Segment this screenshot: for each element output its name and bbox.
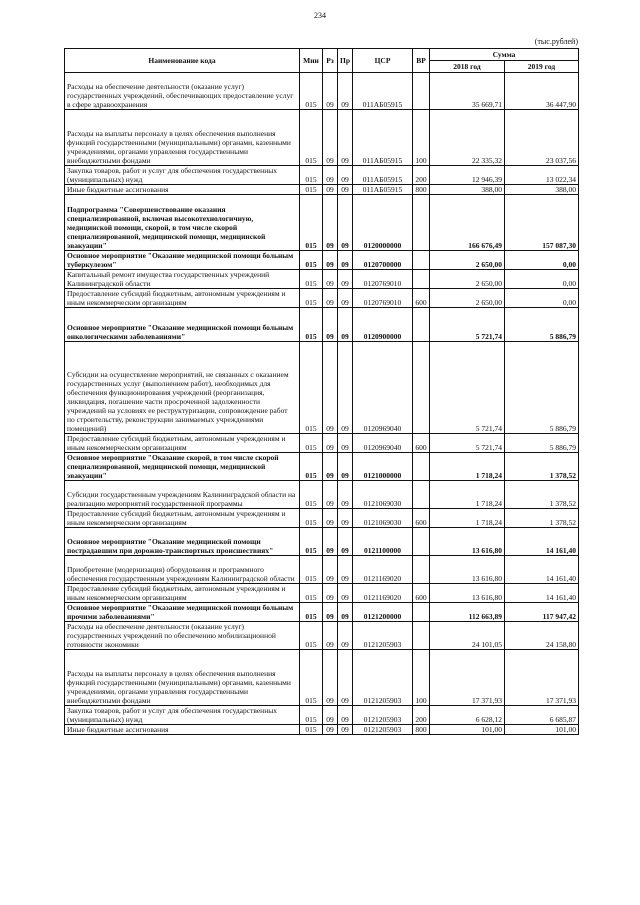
row-vr: 600 [413,584,430,603]
row-pr: 09 [338,650,353,706]
row-rz: 09 [323,110,338,166]
row-csr: 0121205903 [353,706,413,725]
row-sum-2018: 35 669,71 [430,73,505,110]
row-pr: 09 [338,73,353,110]
row-pr: 09 [338,725,353,735]
row-rz: 09 [323,453,338,481]
row-rz: 09 [323,706,338,725]
table-row [65,195,579,251]
row-sum-2019: 101,00 [505,725,579,735]
row-csr: 0120769010 [353,289,413,308]
budget-table [64,48,579,735]
row-rz: 09 [323,509,338,528]
table-row [65,584,579,603]
row-pr: 09 [338,289,353,308]
row-pr: 09 [338,453,353,481]
row-name: Основное мероприятие "Оказание медицинской помощи пострадавшим при дорожно-транспортных происшествиях" [65,528,300,556]
row-sum-2019: 13 022,34 [505,166,579,185]
table-row [65,481,579,509]
table-row [65,603,579,622]
row-sum-2018: 13 616,80 [430,528,505,556]
row-csr: 0120000000 [353,195,413,251]
row-rz: 09 [323,528,338,556]
row-csr: 0121200000 [353,603,413,622]
row-rz: 09 [323,251,338,270]
row-vr [413,342,430,434]
row-csr: 0120769010 [353,270,413,289]
row-min: 015 [300,270,323,289]
row-min: 015 [300,481,323,509]
row-rz: 09 [323,73,338,110]
row-vr [413,308,430,342]
row-name: Иные бюджетные ассигнования [65,185,300,195]
row-min: 015 [300,289,323,308]
row-csr: 0120969040 [353,434,413,453]
row-sum-2019: 14 161,40 [505,528,579,556]
row-sum-2018: 166 676,49 [430,195,505,251]
row-min: 015 [300,528,323,556]
row-csr: 0121069030 [353,509,413,528]
row-rz: 09 [323,270,338,289]
row-sum-2018: 388,00 [430,185,505,195]
row-name: Приобретение (модернизация) оборудования и программного обеспечения государственным учреждениям Калининградской области [65,556,300,584]
row-name: Основное мероприятие "Оказание медицинской помощи больным прочими заболеваниями" [65,603,300,622]
row-sum-2018: 6 628,12 [430,706,505,725]
table-row [65,622,579,650]
row-pr: 09 [338,251,353,270]
row-vr [413,622,430,650]
header-pr: Пр [338,49,353,73]
row-sum-2018: 1 718,24 [430,481,505,509]
row-name: Иные бюджетные ассигнования [65,725,300,735]
table-row [65,528,579,556]
table-row [65,434,579,453]
row-rz: 09 [323,434,338,453]
row-sum-2018: 12 946,39 [430,166,505,185]
row-name: Субсидии на осуществление мероприятий, не связанных с оказанием государственных услуг (выполнением работ), необходимых для обеспечения функционирования учреждений (реорганизация, ликвидация, погашение части просроченной задолженности учреждений на условиях ее реструктуризации, сопровождение работ по строительству, реконструкции занимаемых учреждениями помещений) [65,342,300,434]
row-min: 015 [300,622,323,650]
row-vr: 600 [413,434,430,453]
row-rz: 09 [323,481,338,509]
row-name: Субсидии государственным учреждениям Калининградской области на реализацию мероприятий государственной программы [65,481,300,509]
header-vr: ВР [413,49,430,73]
table-row [65,166,579,185]
row-min: 015 [300,603,323,622]
row-csr: 0120969040 [353,342,413,434]
row-min: 015 [300,650,323,706]
row-sum-2019: 5 886,79 [505,342,579,434]
row-min: 015 [300,110,323,166]
row-vr: 600 [413,509,430,528]
row-pr: 09 [338,556,353,584]
row-name: Расходы на выплаты персоналу в целях обеспечения выполнения функций государственными (муниципальными) органами, казенными учреждениями, органами управления государственными внебюджетными фондами [65,650,300,706]
row-vr: 800 [413,725,430,735]
header-year-2019: 2019 год [505,61,579,73]
row-rz: 09 [323,195,338,251]
table-row [65,453,579,481]
row-min: 015 [300,308,323,342]
row-csr: 0121169020 [353,556,413,584]
table-row [65,556,579,584]
row-sum-2018: 1 718,24 [430,509,505,528]
header-rz: Рз [323,49,338,73]
row-vr [413,453,430,481]
row-vr [413,603,430,622]
row-csr: 0121205903 [353,622,413,650]
row-rz: 09 [323,185,338,195]
row-csr: 0120700000 [353,251,413,270]
row-min: 015 [300,166,323,185]
row-pr: 09 [338,185,353,195]
header-min: Мин [300,49,323,73]
row-sum-2018: 2 650,00 [430,289,505,308]
row-sum-2019: 157 087,30 [505,195,579,251]
table-row [65,270,579,289]
row-pr: 09 [338,603,353,622]
row-sum-2019: 388,00 [505,185,579,195]
row-sum-2019: 5 886,79 [505,308,579,342]
row-min: 015 [300,584,323,603]
table-row [65,251,579,270]
row-sum-2019: 0,00 [505,251,579,270]
row-rz: 09 [323,603,338,622]
row-min: 015 [300,725,323,735]
row-csr: 011АБ05915 [353,166,413,185]
row-name: Расходы на обеспечение деятельности (оказание услуг) государственных учреждений, обеспечивающих предоставление услуг в сфере здравоохранения [65,73,300,110]
row-sum-2018: 2 650,00 [430,251,505,270]
table-header [65,49,579,73]
table-row [65,650,579,706]
row-sum-2019: 23 037,56 [505,110,579,166]
row-pr: 09 [338,622,353,650]
row-sum-2018: 13 616,80 [430,584,505,603]
row-csr: 011АБ05915 [353,73,413,110]
header-year-2018: 2018 год [430,61,505,73]
row-sum-2019: 17 371,93 [505,650,579,706]
row-sum-2018: 22 335,32 [430,110,505,166]
row-vr: 100 [413,650,430,706]
row-sum-2018: 5 721,74 [430,342,505,434]
table-row [65,725,579,735]
row-sum-2018: 17 371,93 [430,650,505,706]
header-name: Наименование кода [65,49,300,73]
row-vr: 200 [413,166,430,185]
row-pr: 09 [338,308,353,342]
row-sum-2019: 5 886,79 [505,434,579,453]
row-rz: 09 [323,725,338,735]
row-sum-2018: 112 663,89 [430,603,505,622]
row-min: 015 [300,251,323,270]
row-name: Подпрограмма "Совершенствование оказания специализированной, включая высокотехнологичную, медицинской помощи, скорой, в том числе скорой специализированной, медицинской помощи, медицинской эвакуации" [65,195,300,251]
row-pr: 09 [338,342,353,434]
table-row [65,185,579,195]
row-pr: 09 [338,706,353,725]
row-rz: 09 [323,308,338,342]
row-min: 015 [300,195,323,251]
row-min: 015 [300,434,323,453]
row-sum-2018: 2 650,00 [430,270,505,289]
row-name: Капитальный ремонт имущества государственных учреждений Калининградской области [65,270,300,289]
row-pr: 09 [338,509,353,528]
table-row [65,342,579,434]
row-pr: 09 [338,270,353,289]
row-sum-2019: 117 947,42 [505,603,579,622]
row-vr: 100 [413,110,430,166]
row-sum-2018: 5 721,74 [430,434,505,453]
row-sum-2019: 14 161,40 [505,556,579,584]
row-rz: 09 [323,342,338,434]
row-name: Предоставление субсидий бюджетным, автономным учреждениям и иным некоммерческим организациям [65,434,300,453]
header-sum: Сумма [430,49,579,61]
row-min: 015 [300,453,323,481]
row-sum-2019: 1 378,52 [505,481,579,509]
row-csr: 0121205903 [353,650,413,706]
row-min: 015 [300,73,323,110]
table-row [65,289,579,308]
row-sum-2019: 36 447,90 [505,73,579,110]
row-name: Основное мероприятие "Оказание медицинской помощи больным туберкулезом" [65,251,300,270]
row-csr: 0121000000 [353,453,413,481]
row-vr [413,528,430,556]
row-pr: 09 [338,584,353,603]
row-min: 015 [300,556,323,584]
row-rz: 09 [323,556,338,584]
row-min: 015 [300,185,323,195]
table-row [65,308,579,342]
row-sum-2018: 1 718,24 [430,453,505,481]
row-vr [413,251,430,270]
row-pr: 09 [338,110,353,166]
row-vr [413,195,430,251]
table-row [65,110,579,166]
row-pr: 09 [338,434,353,453]
row-rz: 09 [323,289,338,308]
row-name: Предоставление субсидий бюджетным, автономным учреждениям и иным некоммерческим организациям [65,584,300,603]
row-sum-2019: 1 378,52 [505,509,579,528]
row-min: 015 [300,342,323,434]
row-csr: 0120900000 [353,308,413,342]
row-csr: 011АБ05915 [353,110,413,166]
row-name: Предоставление субсидий бюджетным, автономным учреждениям и иным некоммерческим организациям [65,509,300,528]
row-name: Основное мероприятие "Оказание скорой, в том числе скорой специализированной, медицинской помощи, медицинской эвакуации" [65,453,300,481]
row-pr: 09 [338,481,353,509]
row-name: Предоставление субсидий бюджетным, автономным учреждениям и иным некоммерческим организациям [65,289,300,308]
row-pr: 09 [338,528,353,556]
row-sum-2019: 6 685,87 [505,706,579,725]
row-sum-2019: 1 378,52 [505,453,579,481]
table-row [65,509,579,528]
table-row [65,73,579,110]
row-sum-2018: 13 616,80 [430,556,505,584]
row-sum-2018: 24 101,05 [430,622,505,650]
row-pr: 09 [338,166,353,185]
row-name: Закупка товаров, работ и услуг для обеспечения государственных (муниципальных) нужд [65,706,300,725]
row-name: Основное мероприятие "Оказание медицинской помощи больным онкологическими заболеваниями" [65,308,300,342]
row-csr: 0121069030 [353,481,413,509]
row-name: Закупка товаров, работ и услуг для обеспечения государственных (муниципальных) нужд [65,166,300,185]
units-label: (тыс.рублей) [534,37,578,46]
row-rz: 09 [323,166,338,185]
row-csr: 0121169020 [353,584,413,603]
row-sum-2019: 24 158,80 [505,622,579,650]
row-vr [413,73,430,110]
row-csr: 0121100000 [353,528,413,556]
row-name: Расходы на выплаты персоналу в целях обеспечения выполнения функций государственными (муниципальными) органами, казенными учреждениями, органами управления государственными внебюджетными фондами [65,110,300,166]
row-sum-2019: 14 161,40 [505,584,579,603]
row-vr [413,270,430,289]
row-vr [413,556,430,584]
row-rz: 09 [323,650,338,706]
row-rz: 09 [323,622,338,650]
row-vr: 800 [413,185,430,195]
row-name: Расходы на обеспечение деятельности (оказание услуг) государственных учреждений по обеспечению мобилизационной готовности экономики [65,622,300,650]
row-pr: 09 [338,195,353,251]
row-csr: 0121205903 [353,725,413,735]
row-sum-2018: 5 721,74 [430,308,505,342]
row-sum-2019: 0,00 [505,270,579,289]
header-csr: ЦСР [353,49,413,73]
table-row [65,706,579,725]
row-vr: 200 [413,706,430,725]
row-min: 015 [300,509,323,528]
row-sum-2018: 101,00 [430,725,505,735]
row-vr [413,481,430,509]
row-min: 015 [300,706,323,725]
row-vr: 600 [413,289,430,308]
table-body [65,73,579,735]
row-rz: 09 [323,584,338,603]
page-number: 234 [314,11,326,20]
row-sum-2019: 0,00 [505,289,579,308]
row-csr: 011АБ05915 [353,185,413,195]
